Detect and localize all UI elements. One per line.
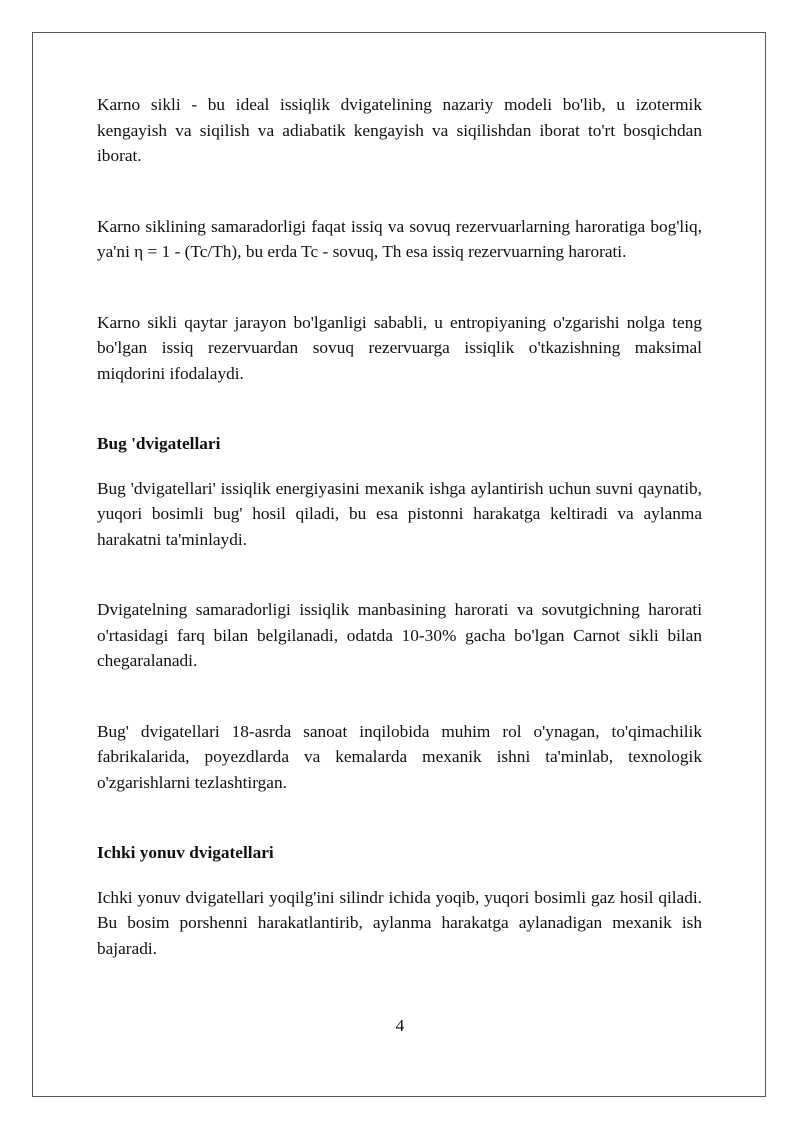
document-body	[97, 92, 702, 961]
page-number: 4	[395, 1016, 405, 1035]
paragraph-steam-engine-principle: Bug 'dvigatellari' issiqlik energiyasini mexanik ishga aylantirish uchun suvni qaynatib, yuqori bosimli bug' hosil qiladi, bu esa pistonni harakatga keltiradi va aylanma harakatni ta'minlaydi.	[97, 478, 702, 549]
paragraph-carnot-definition: Karno sikli - bu ideal issiqlik dvigatelining nazariy modeli bo'lib, u izotermik kengayish va siqilish va adiabatik kengayish va siqilishdan iborat to'rt bosqichdan iborat.	[97, 95, 702, 165]
paragraph-carnot-efficiency: Karno siklining samaradorligi faqat issiq va sovuq rezervuarlarning haroratiga bog'liq, ya'ni η = 1 - (Tc/Th), bu erda Tc - sovuq, Th esa issiq rezervuarning harorati.	[97, 216, 702, 261]
section-heading-internal-combustion: Ichki yonuv dvigatellari	[97, 843, 274, 862]
paragraph-steam-engine-history: Bug' dvigatellari 18-asrda sanoat inqilobida muhim rol o'ynagan, to'qimachilik fabrikalarida, poyezdlarda va kemalarda mexanik ishni ta'minlab, texnologik o'zgarishlarni tezlashtirgan.	[97, 721, 702, 792]
paragraph-carnot-reversible: Karno sikli qaytar jarayon bo'lganligi sababli, u entropiyaning o'zgarishi nolga teng bo'lgan issiq rezervuardan sovuq rezervuarga issiqlik o'tkazishning maksimal miqdorini ifodalaydi.	[97, 312, 702, 383]
paragraph-internal-combustion: Ichki yonuv dvigatellari yoqilg'ini silindr ichida yoqib, yuqori bosimli gaz hosil qiladi. Bu bosim porshenni harakatlantirib, aylanma harakatga aylanadigan mexanik ish bajaradi.	[97, 887, 702, 958]
section-heading-steam-engines: Bug 'dvigatellari	[97, 434, 221, 453]
paragraph-steam-engine-efficiency: Dvigatelning samaradorligi issiqlik manbasining harorati va sovutgichning harorati o'rtasidagi farq bilan belgilanadi, odatda 10-30% gacha bo'lgan Carnot sikli bilan chegaralanadi.	[97, 600, 702, 670]
